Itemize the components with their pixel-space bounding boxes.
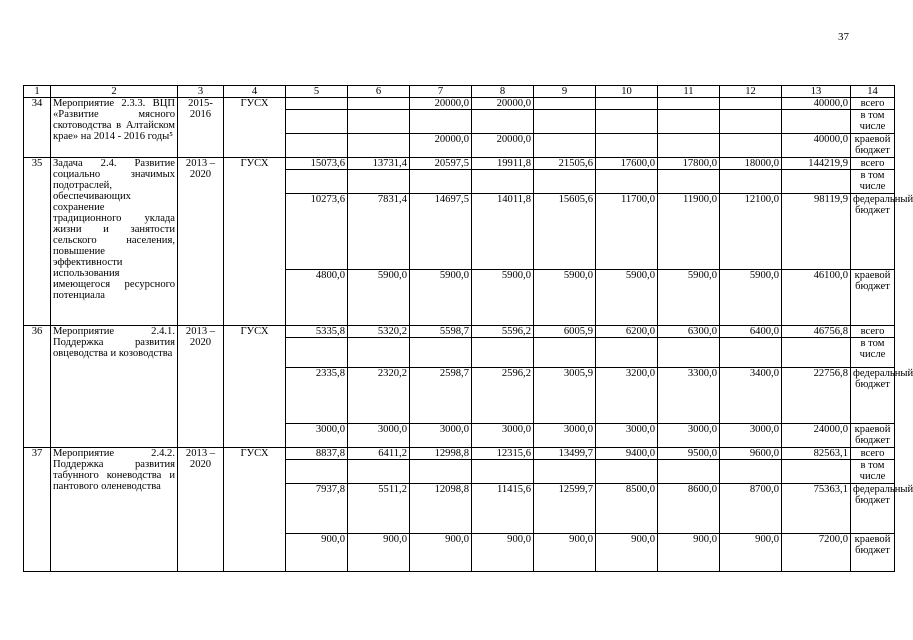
value-cell [658, 170, 720, 194]
value-cell: 3000,0 [472, 424, 534, 448]
period: 2013 – 2020 [178, 158, 224, 326]
column-header: 4 [224, 86, 286, 98]
executor: ГУСХ [224, 158, 286, 326]
value-cell [596, 170, 658, 194]
item-name: Мероприятие 2.3.3. ВЦП «Развитие мясного скотоводства в Алтайском крае» на 2014 - 2016 годы⁵ [51, 98, 178, 158]
total-cell: 40000,0 [782, 134, 851, 158]
row-number: 35 [24, 158, 51, 326]
value-cell: 4800,0 [286, 270, 348, 326]
value-cell [658, 460, 720, 484]
value-cell [348, 460, 410, 484]
table-row [24, 448, 895, 460]
value-cell [348, 170, 410, 194]
value-cell: 5900,0 [596, 270, 658, 326]
value-cell: 9400,0 [596, 448, 658, 460]
column-header: 1 [24, 86, 51, 98]
value-cell: 2596,2 [472, 368, 534, 424]
value-cell: 20000,0 [472, 134, 534, 158]
value-cell: 7831,4 [348, 194, 410, 270]
total-cell: 98119,9 [782, 194, 851, 270]
period: 2013 – 2020 [178, 326, 224, 448]
value-cell [720, 110, 782, 134]
value-cell: 900,0 [596, 534, 658, 572]
value-cell: 21505,6 [534, 158, 596, 170]
period: 2013 – 2020 [178, 448, 224, 572]
total-cell: 46756,8 [782, 326, 851, 338]
value-cell [720, 134, 782, 158]
value-cell: 11900,0 [658, 194, 720, 270]
value-cell: 3000,0 [410, 424, 472, 448]
value-cell: 3300,0 [658, 368, 720, 424]
value-cell: 3000,0 [720, 424, 782, 448]
funding-source: краевой бюджет [851, 270, 895, 326]
value-cell: 20000,0 [410, 98, 472, 110]
value-cell: 5320,2 [348, 326, 410, 338]
funding-source: краевой бюджет [851, 534, 895, 572]
value-cell [286, 98, 348, 110]
value-cell [720, 460, 782, 484]
total-cell [782, 170, 851, 194]
value-cell: 5900,0 [410, 270, 472, 326]
value-cell: 12100,0 [720, 194, 782, 270]
value-cell: 900,0 [720, 534, 782, 572]
funding-source: в том числе [851, 338, 895, 368]
value-cell [596, 98, 658, 110]
column-header: 5 [286, 86, 348, 98]
funding-source: в том числе [851, 170, 895, 194]
value-cell [286, 170, 348, 194]
value-cell: 19911,8 [472, 158, 534, 170]
column-header: 8 [472, 86, 534, 98]
value-cell: 8500,0 [596, 484, 658, 534]
value-cell: 900,0 [410, 534, 472, 572]
value-cell [286, 460, 348, 484]
value-cell: 8700,0 [720, 484, 782, 534]
value-cell: 3400,0 [720, 368, 782, 424]
value-cell: 9600,0 [720, 448, 782, 460]
total-cell: 7200,0 [782, 534, 851, 572]
table-row [24, 158, 895, 170]
value-cell [286, 134, 348, 158]
value-cell [472, 170, 534, 194]
funding-source: всего [851, 326, 895, 338]
value-cell: 3200,0 [596, 368, 658, 424]
value-cell: 900,0 [534, 534, 596, 572]
value-cell: 5900,0 [472, 270, 534, 326]
total-cell: 75363,1 [782, 484, 851, 534]
funding-source: федеральный бюджет [851, 194, 895, 270]
value-cell [720, 98, 782, 110]
item-name: Мероприятие 2.4.1. Поддержка развития овцеводства и козоводства [51, 326, 178, 448]
value-cell: 14011,8 [472, 194, 534, 270]
table-row [24, 98, 895, 110]
value-cell: 15605,6 [534, 194, 596, 270]
value-cell: 9500,0 [658, 448, 720, 460]
value-cell [410, 338, 472, 368]
funding-source: краевой бюджет [851, 424, 895, 448]
value-cell: 7937,8 [286, 484, 348, 534]
value-cell: 2598,7 [410, 368, 472, 424]
funding-source: в том числе [851, 110, 895, 134]
value-cell: 5900,0 [534, 270, 596, 326]
value-cell: 20597,5 [410, 158, 472, 170]
value-cell: 2335,8 [286, 368, 348, 424]
table-row [24, 326, 895, 338]
total-cell: 22756,8 [782, 368, 851, 424]
value-cell [348, 110, 410, 134]
value-cell: 6300,0 [658, 326, 720, 338]
value-cell: 12315,6 [472, 448, 534, 460]
total-cell: 40000,0 [782, 98, 851, 110]
executor: ГУСХ [224, 326, 286, 448]
total-cell: 46100,0 [782, 270, 851, 326]
value-cell: 8600,0 [658, 484, 720, 534]
value-cell [596, 460, 658, 484]
funding-source: федеральный бюджет [851, 368, 895, 424]
funding-source: федеральный бюджет [851, 484, 895, 534]
row-number: 37 [24, 448, 51, 572]
value-cell [596, 338, 658, 368]
row-number: 36 [24, 326, 51, 448]
value-cell: 11415,6 [472, 484, 534, 534]
value-cell: 6005,9 [534, 326, 596, 338]
value-cell [596, 110, 658, 134]
value-cell: 5335,8 [286, 326, 348, 338]
total-cell: 82563,1 [782, 448, 851, 460]
value-cell [348, 338, 410, 368]
column-header: 2 [51, 86, 178, 98]
funding-source: в том числе [851, 460, 895, 484]
value-cell: 900,0 [286, 534, 348, 572]
column-header: 6 [348, 86, 410, 98]
column-header: 7 [410, 86, 472, 98]
executor: ГУСХ [224, 448, 286, 572]
value-cell: 20000,0 [410, 134, 472, 158]
column-header: 3 [178, 86, 224, 98]
value-cell: 900,0 [472, 534, 534, 572]
value-cell: 5900,0 [658, 270, 720, 326]
value-cell: 3000,0 [596, 424, 658, 448]
value-cell [410, 170, 472, 194]
value-cell: 6200,0 [596, 326, 658, 338]
value-cell [472, 460, 534, 484]
value-cell [410, 460, 472, 484]
value-cell: 5900,0 [720, 270, 782, 326]
value-cell: 5511,2 [348, 484, 410, 534]
column-header: 11 [658, 86, 720, 98]
column-header: 9 [534, 86, 596, 98]
value-cell [534, 110, 596, 134]
value-cell: 20000,0 [472, 98, 534, 110]
value-cell: 3000,0 [348, 424, 410, 448]
value-cell [658, 338, 720, 368]
row-number: 34 [24, 98, 51, 158]
value-cell [472, 110, 534, 134]
item-name: Мероприятие 2.4.2. Поддержка развития табунного коневодства и пантового оленеводства [51, 448, 178, 572]
value-cell: 2320,2 [348, 368, 410, 424]
column-header: 12 [720, 86, 782, 98]
value-cell [410, 110, 472, 134]
total-cell: 144219,9 [782, 158, 851, 170]
value-cell: 900,0 [348, 534, 410, 572]
value-cell: 11700,0 [596, 194, 658, 270]
executor: ГУСХ [224, 98, 286, 158]
value-cell [658, 134, 720, 158]
value-cell: 17600,0 [596, 158, 658, 170]
value-cell: 18000,0 [720, 158, 782, 170]
value-cell: 5598,7 [410, 326, 472, 338]
item-name: Задача 2.4. Развитие социально значимых подотраслей, обеспечивающих сохранение традиционного уклада жизни и занятости сельского населения, повышение эффективности использования имеющегося ресурсного потенциала [51, 158, 178, 326]
column-header: 10 [596, 86, 658, 98]
period: 2015-2016 [178, 98, 224, 158]
value-cell [534, 338, 596, 368]
value-cell: 17800,0 [658, 158, 720, 170]
page-number: 37 [838, 31, 849, 43]
table-header-row [24, 86, 895, 98]
funding-source: краевой бюджет [851, 134, 895, 158]
column-header: 14 [851, 86, 895, 98]
value-cell [534, 170, 596, 194]
funding-source: всего [851, 448, 895, 460]
total-cell [782, 460, 851, 484]
value-cell [658, 110, 720, 134]
value-cell: 6400,0 [720, 326, 782, 338]
value-cell [472, 338, 534, 368]
funding-source: всего [851, 98, 895, 110]
value-cell: 5900,0 [348, 270, 410, 326]
value-cell [286, 110, 348, 134]
value-cell [286, 338, 348, 368]
value-cell: 900,0 [658, 534, 720, 572]
total-cell [782, 338, 851, 368]
value-cell [720, 338, 782, 368]
value-cell [534, 460, 596, 484]
value-cell: 3000,0 [658, 424, 720, 448]
value-cell: 12599,7 [534, 484, 596, 534]
value-cell: 12998,8 [410, 448, 472, 460]
value-cell: 10273,6 [286, 194, 348, 270]
value-cell [658, 98, 720, 110]
value-cell: 15073,6 [286, 158, 348, 170]
value-cell: 12098,8 [410, 484, 472, 534]
value-cell [596, 134, 658, 158]
column-header: 13 [782, 86, 851, 98]
program-table [23, 85, 913, 572]
value-cell: 3005,9 [534, 368, 596, 424]
value-cell: 3000,0 [286, 424, 348, 448]
value-cell [348, 98, 410, 110]
value-cell [534, 98, 596, 110]
value-cell: 13499,7 [534, 448, 596, 460]
total-cell [782, 110, 851, 134]
value-cell: 3000,0 [534, 424, 596, 448]
total-cell: 24000,0 [782, 424, 851, 448]
funding-source: всего [851, 158, 895, 170]
value-cell: 6411,2 [348, 448, 410, 460]
value-cell: 13731,4 [348, 158, 410, 170]
value-cell [720, 170, 782, 194]
value-cell: 14697,5 [410, 194, 472, 270]
value-cell: 8837,8 [286, 448, 348, 460]
value-cell [348, 134, 410, 158]
value-cell: 5596,2 [472, 326, 534, 338]
value-cell [534, 134, 596, 158]
